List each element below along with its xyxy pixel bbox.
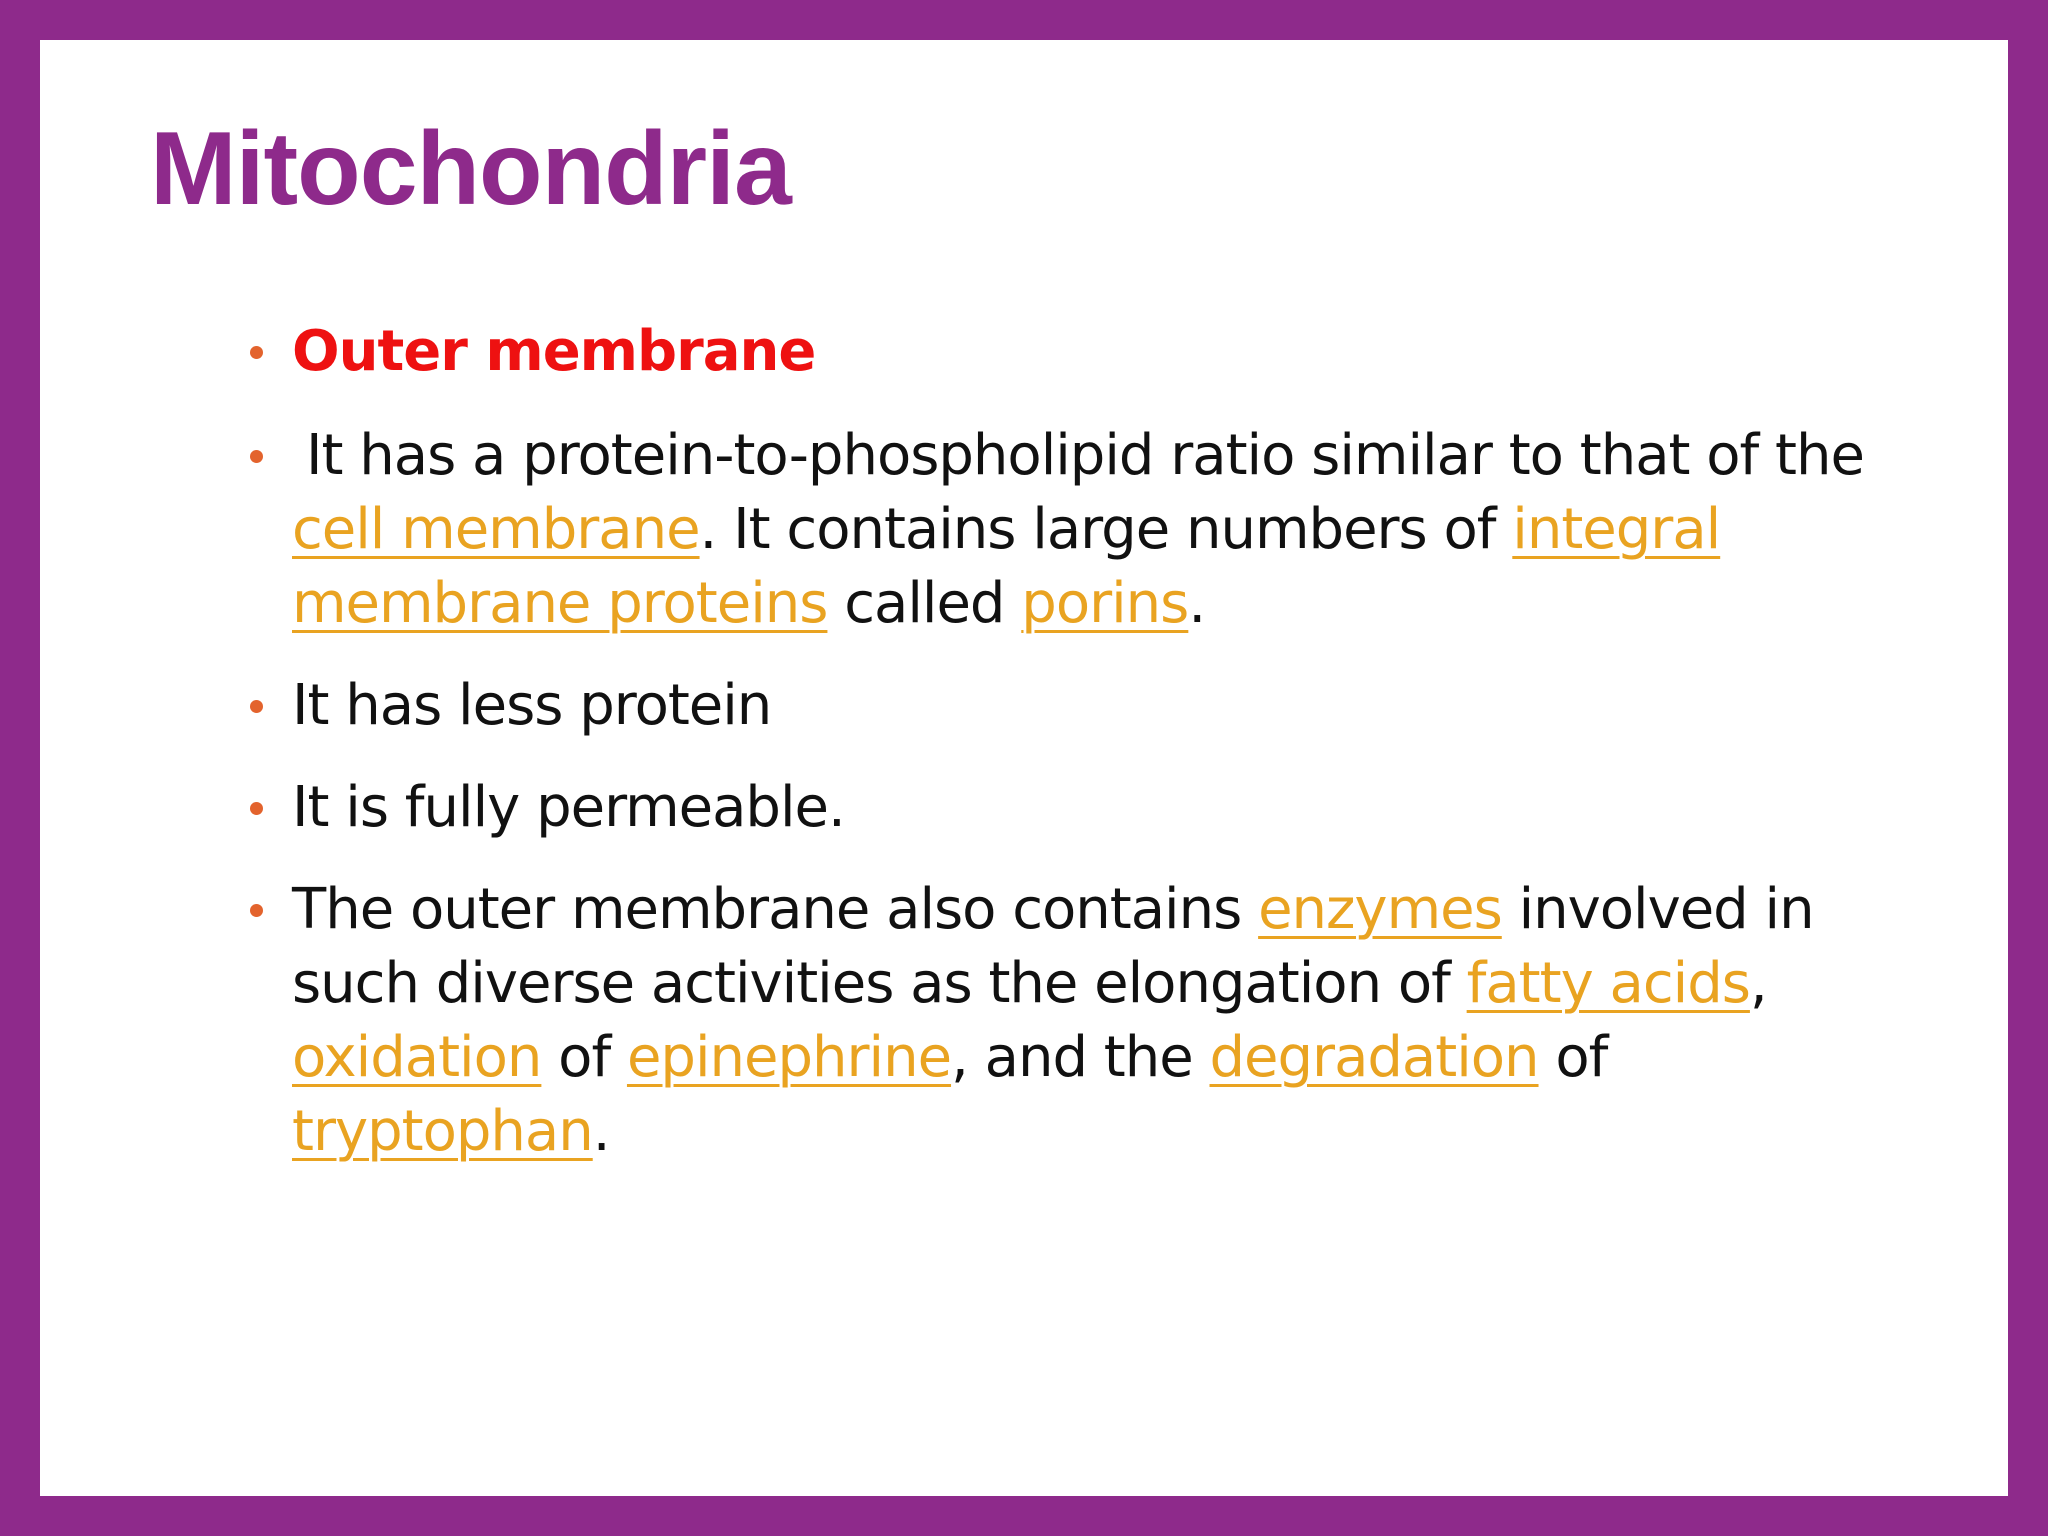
link-fatty-acids[interactable]: fatty acids	[1466, 951, 1750, 1016]
bullet-dot-icon	[250, 450, 263, 463]
link-integral-membrane-proteins[interactable]: integral membrane proteins	[292, 497, 1721, 636]
bullet-text: of	[1538, 1025, 1608, 1090]
bullet-list	[250, 315, 1910, 1197]
slide-title: Mitochondria	[150, 111, 791, 227]
link-cell-membrane[interactable]: cell membrane	[292, 497, 700, 562]
bullet-dot-icon	[250, 346, 263, 359]
bullet-text: of	[541, 1025, 627, 1090]
link-oxidation[interactable]: oxidation	[292, 1025, 542, 1090]
bullet-text: ,	[1749, 951, 1767, 1016]
link-enzymes[interactable]: enzymes	[1258, 877, 1502, 942]
bullet-text: The outer membrane also contains	[292, 877, 1259, 942]
slide	[40, 40, 2008, 1496]
bullet-text: It has less protein	[292, 673, 772, 738]
bullet-text: involved in such diverse activities as the elongation of	[292, 877, 1814, 1016]
bullet-text: .	[592, 1099, 610, 1164]
bullet-item-outer-membrane	[250, 315, 1910, 389]
link-porins[interactable]: porins	[1021, 571, 1189, 636]
bullet-item-enzymes	[250, 873, 1910, 1169]
bullet-text: It is fully permeable.	[292, 775, 845, 840]
section-heading: Outer membrane	[292, 319, 816, 384]
bullet-text: . It contains large numbers of	[699, 497, 1513, 562]
link-epinephrine[interactable]: epinephrine	[626, 1025, 952, 1090]
link-degradation[interactable]: degradation	[1209, 1025, 1539, 1090]
bullet-dot-icon	[250, 700, 263, 713]
bullet-dot-icon	[250, 802, 263, 815]
bullet-dot-icon	[250, 904, 263, 917]
bullet-item-less-protein	[250, 669, 1910, 743]
bullet-text: .	[1188, 571, 1206, 636]
bullet-text: , and the	[951, 1025, 1210, 1090]
bullet-item-fully-permeable	[250, 771, 1910, 845]
link-tryptophan[interactable]: tryptophan	[292, 1099, 593, 1164]
bullet-text: It has a protein-to-phospholipid ratio similar to that of the	[306, 423, 1864, 488]
bullet-item-protein-ratio	[250, 419, 1910, 641]
bullet-text: called	[827, 571, 1022, 636]
